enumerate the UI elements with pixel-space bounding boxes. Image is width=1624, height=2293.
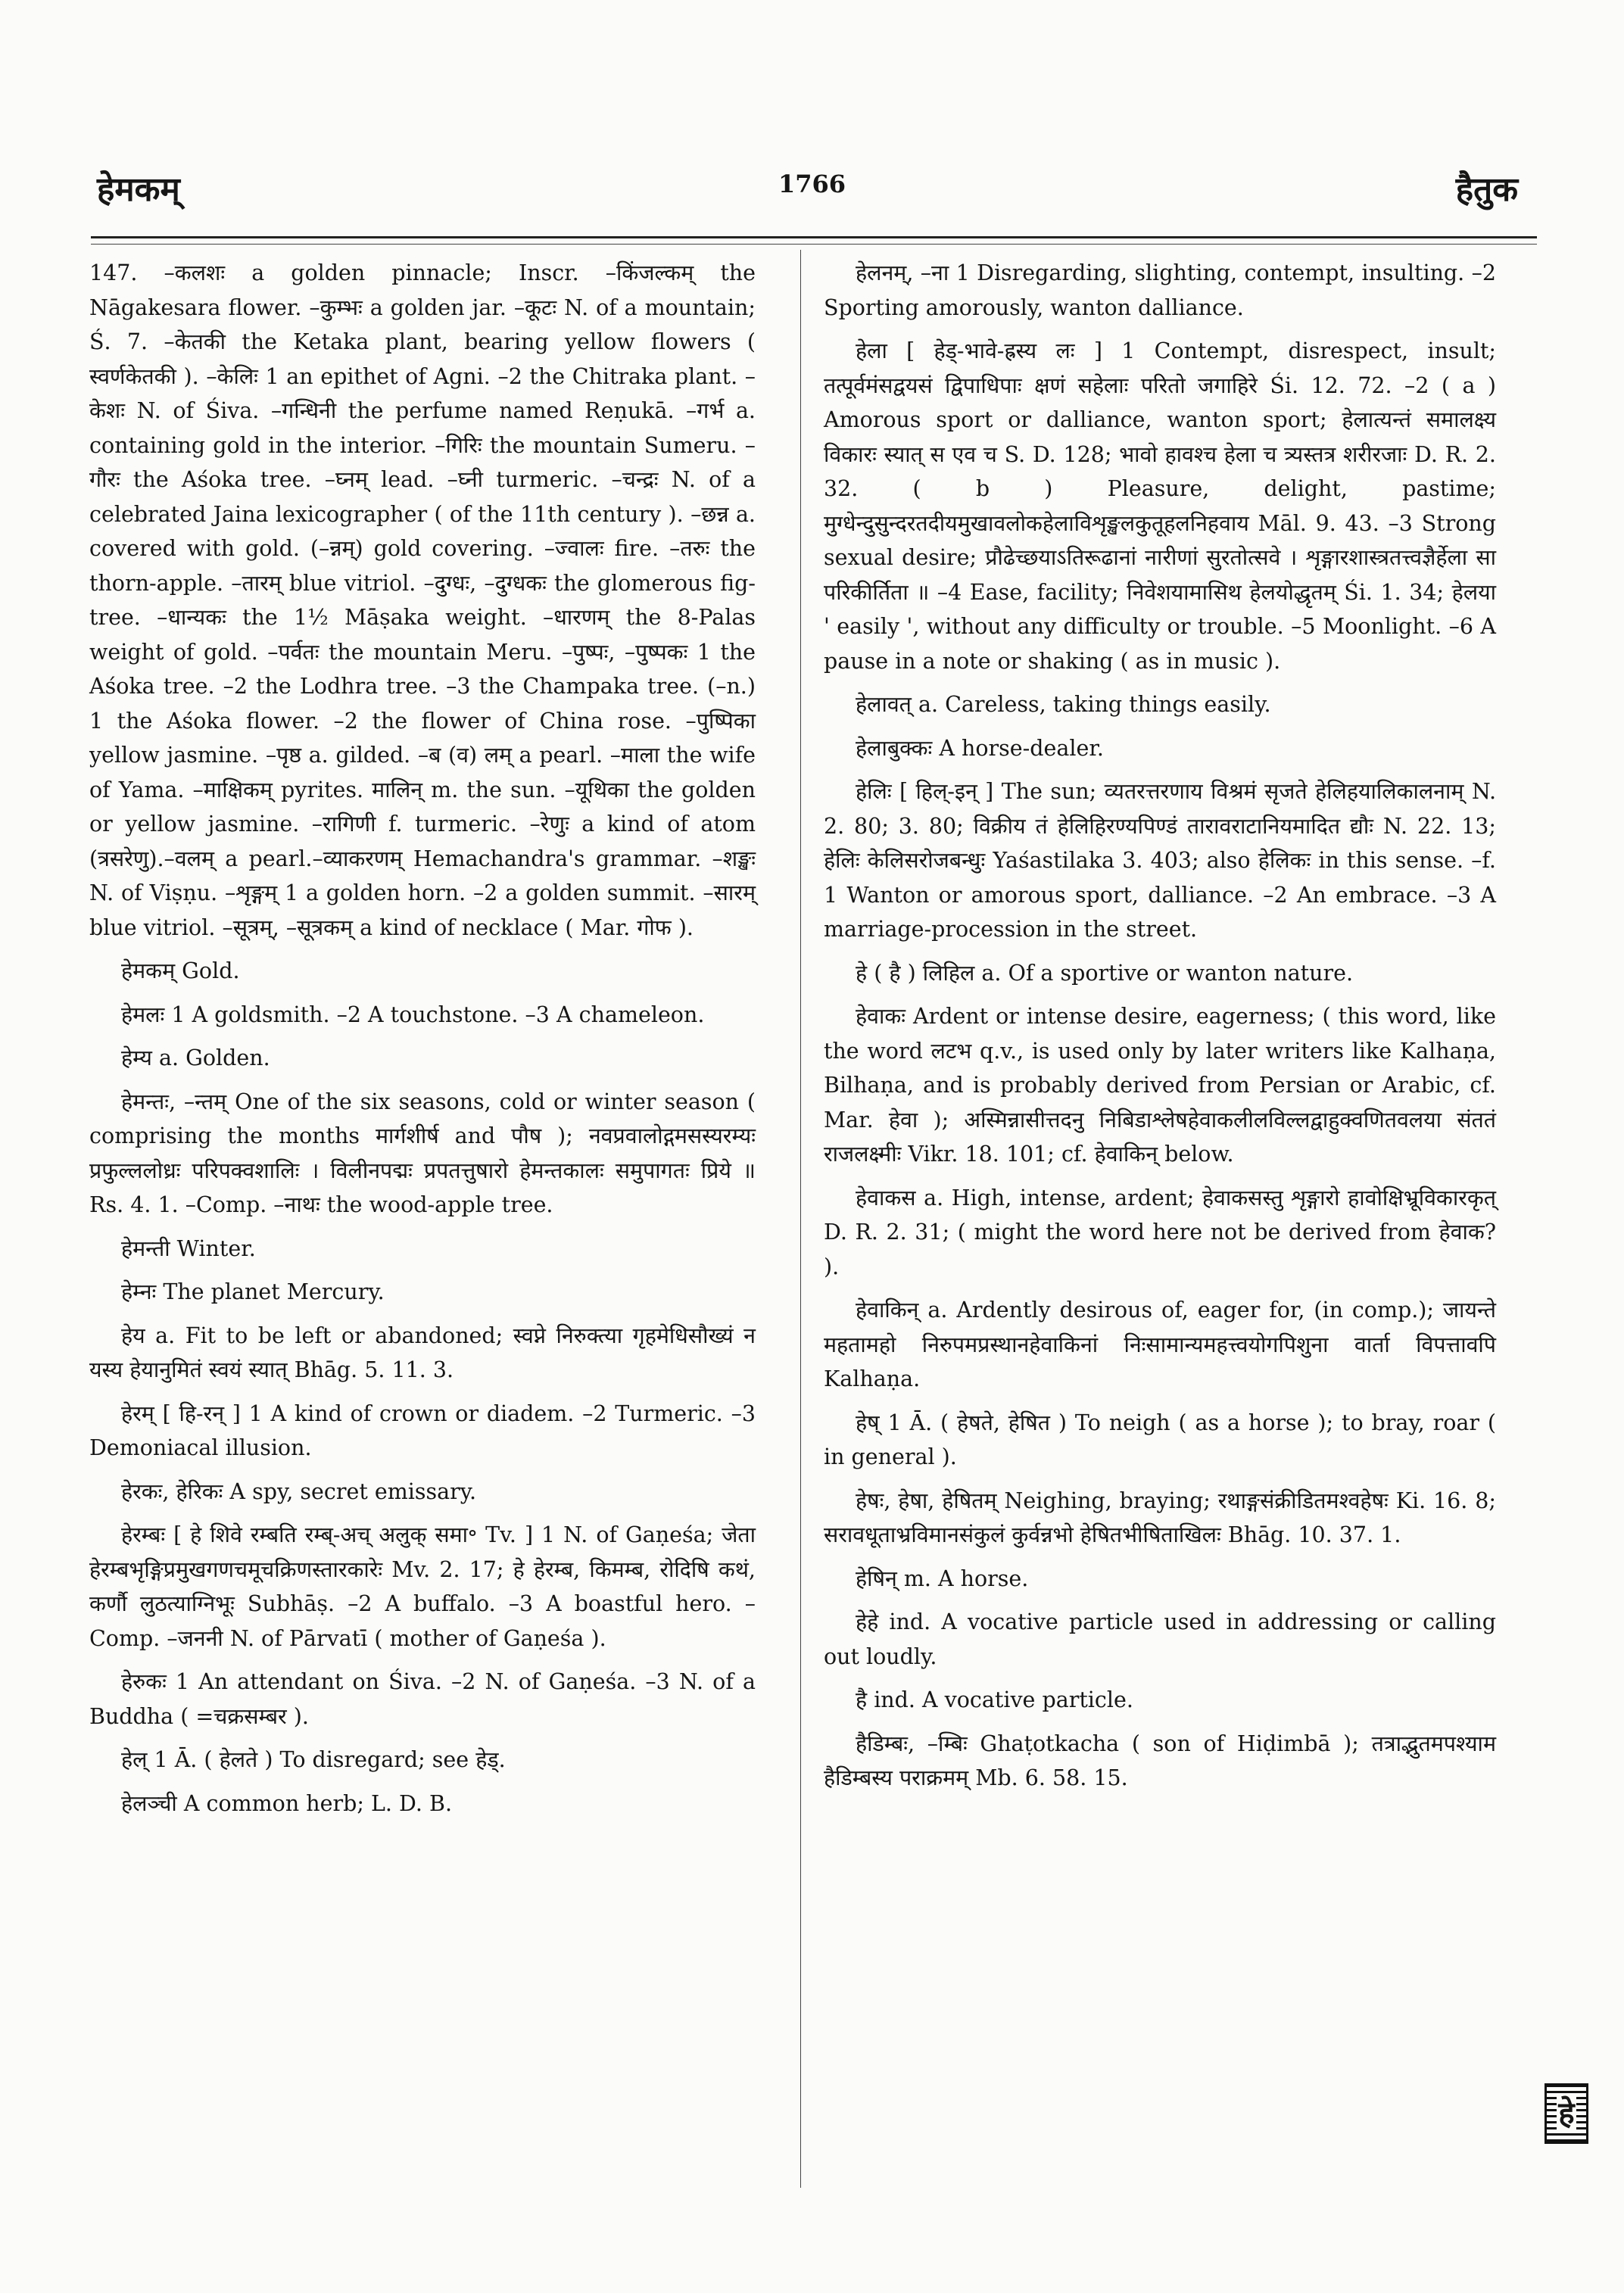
page-number: 1766 bbox=[778, 170, 846, 198]
dictionary-entry: हे ( है ) लिहिल a. Of a sportive or wanton nature. bbox=[856, 960, 1354, 986]
dictionary-entry: हेहे ind. A vocative particle used in addressing or calling out loudly. bbox=[824, 1609, 1496, 1669]
dictionary-entry: हेय a. Fit to be left or abandoned; स्वप्ने निरुक्त्या गृहमेधिसौख्यं न यस्य हेयानुमितं स्वयं स्यात् Bhāg. 5. 11. 3. bbox=[89, 1323, 756, 1382]
dictionary-entry: हेरम्बः [ हे शिवे रम्बति रम्ब्-अच् अलुक् समा॰ Tv. ] 1 N. of Gaṇeśa; जेता हेरम्बभृङ्गिप्रमुखगणचमूचक्रिणस्तारकारेः Mv. 2. 17; हे हेरम्ब, किमम्ब, रोदिषि कथं, कर्णौ लुठत्याग्निभूः Subhāṣ. –2 A buffalo. –3 A boastful hero. –Comp. –जननी N. of Pārvatī ( mother of Gaṇeśa ). bbox=[89, 1522, 756, 1651]
dictionary-entry: हेला [ हेड्-भावे-ह्रस्य लः ] 1 Contempt, disrespect, insult; तत्पूर्वमंसद्वयसं द्विपाधिपाः क्षणं सहेलाः परितो जगाहिरे Śi. 12. 72. –2 ( a ) Amorous sport or dalliance, wanton sport; हेलात्यन्तं समालक्ष्य विकारः स्यात् स एव च S. D. 128; भावो हावश्च हेला च त्र्यस्तत्र शरीरजाः D. R. 2. 32. ( b ) Pleasure, delight, pastime; मुग्धेन्दुसुन्दरतदीयमुखावलोकहेलाविशृङ्खलकुतूहलनिहवाय Māl. 9. 43. –3 Strong sexual desire; प्रौढेच्छयाऽतिरूढानां नारीणां सुरतोत्सवे । शृङ्गारशास्त्रतत्त्वज्ञैर्हेला सा परिकीर्तिता ॥ –4 Ease, facility; निवेशयामासिथ हेलयोद्धृतम् Śi. 1. 34; हेलया ' easily ', without any difficulty or trouble. –5 Moonlight. –6 A pause in a note or shaking ( as in music ). bbox=[824, 338, 1496, 674]
dictionary-entry: हेरम् [ हि-रन् ] 1 A kind of crown or diadem. –2 Turmeric. –3 Demoniacal illusion. bbox=[89, 1400, 756, 1460]
dictionary-entry: 147. –कलशः a golden pinnacle; Inscr. –किंजल्कम् the Nāgakesara flower. –कुम्भः a golden jar. –कूटः N. of a mountain; Ś. 7. –केतकी the Ketaka plant, bearing yellow flowers ( स्वर्णकेतकी ). –केलिः 1 an epithet of Agni. –2 the Chitraka plant. –केशः N. of Śiva. –गन्धिनी the perfume named Reṇukā. –गर्भ a. containing gold in the interior. –गिरिः the mountain Sumeru. –गौरः the Aśoka tree. –घ्नम् lead. –घ्नी turmeric. –चन्द्रः N. of a celebrated Jaina lexicographer ( of the 11th century ). –छन्न a. covered with gold. (–न्नम्) gold covering. –ज्वालः fire. –तरुः the thorn-apple. –तारम् blue vitriol. –दुग्धः, –दुग्धकः the glomerous fig-tree. –धान्यकः the 1½ Māṣaka weight. –धारणम् the 8-Palas weight of gold. –पर्वतः the mountain Meru. –पुष्पः, –पुष्पकः 1 the Aśoka tree. –2 the Lodhra tree. –3 the Champaka tree. (–n.) 1 the Aśoka flower. –2 the flower of China rose. –पुष्पिका yellow jasmine. –पृष्ठ a. gilded. –ब (व) लम् a pearl. –माला the wife of Yama. –माक्षिकम् pyrites. मालिन् m. the sun. –यूथिका the golden or yellow jasmine. –रागिणी f. turmeric. –रेणुः a kind of atom (त्रसरेणु).–वलम् a pearl.–व्याकरणम् Hemachandra's grammar. –शङ्खः N. of Viṣṇu. –शृङ्गम् 1 a golden horn. –2 a golden summit. –सारम् blue vitriol. –सूत्रम्, –सूत्रकम् a kind of necklace ( Mar. गोफ ). bbox=[89, 260, 756, 940]
right-column bbox=[824, 256, 1496, 1805]
dictionary-entry: हेवाकः Ardent or intense desire, eagerness; ( this word, like the word लटभ q.v., is used only by later writers like Kalhaṇa, Bilhaṇa, and is probably derived from Persian or Arabic, cf. Mar. हेवा ); अस्मिन्नासीत्तदनु निबिडाश्लेषहेवाकलीलविल्लद्वाहुक्वणितवलया संततं राजलक्ष्मीः Vikr. 18. 101; cf. हेवाकिन् below. bbox=[824, 1004, 1496, 1167]
left-column bbox=[89, 256, 756, 1830]
dictionary-entry: हेमन्ती Winter. bbox=[121, 1235, 256, 1261]
dictionary-entry: हेरुकः 1 An attendant on Śiva. –2 N. of Gaṇeśa. –3 N. of a Buddha ( =चक्रसम्बर ). bbox=[89, 1669, 756, 1729]
dictionary-entry: हेमलः 1 A goldsmith. –2 A touchstone. –3 A chameleon. bbox=[121, 1002, 705, 1027]
dictionary-entry: हेलञ्ची A common herb; L. D. B. bbox=[121, 1790, 453, 1816]
column-divider bbox=[800, 250, 801, 2188]
dictionary-entry: हेमकम् Gold. bbox=[121, 958, 240, 983]
dictionary-entry: हेषिन् m. A horse. bbox=[856, 1566, 1029, 1591]
thumb-index-tab bbox=[1545, 2083, 1588, 2144]
dictionary-entry: हेल् 1 Ā. ( हेलते ) To disregard; see हेड्. bbox=[121, 1747, 506, 1772]
dictionary-entry: हेवाकस a. High, intense, ardent; हेवाकसस्तु शृङ्गारो हावोक्षिभ्रूविकारकृत् D. R. 2. 31; ( might the word here not be derived from हेवाक? ). bbox=[824, 1185, 1496, 1279]
dictionary-entry: हेमन्तः, –न्तम् One of the six seasons, cold or winter season ( comprising the months मार्गशीर्ष and पौष ); नवप्रवालोद्गमसस्यरम्यः प्रफुल्ललोध्रः परिपक्वशालिः । विलीनपद्मः प्रपतत्तुषारो हेमन्तकालः समुपागतः प्रिये ॥ Rs. 4. 1. –Comp. –नाथः the wood-apple tree. bbox=[89, 1089, 756, 1217]
header-rule-thick bbox=[91, 236, 1537, 238]
dictionary-entry: हेलाबुक्कः A horse-dealer. bbox=[856, 735, 1104, 761]
header-left-guideword: हेमकम् bbox=[97, 170, 180, 209]
dictionary-entry: हेलनम्, –ना 1 Disregarding, slighting, contempt, insulting. –2 Sporting amorously, wanton dalliance. bbox=[824, 260, 1496, 320]
header-rule-thin bbox=[91, 244, 1537, 245]
dictionary-entry: हेष् 1 Ā. ( हेषते, हेषित ) To neigh ( as a horse ); to bray, roar ( in general ). bbox=[824, 1410, 1496, 1469]
header-right-guideword: हैतुक bbox=[1455, 170, 1518, 209]
dictionary-entry: हेलावत् a. Careless, taking things easily. bbox=[856, 692, 1271, 717]
thumb-index-label: हे bbox=[1558, 2095, 1575, 2131]
dictionary-entry: हेषः, हेषा, हेषितम् Neighing, braying; रथाङ्गसंक्रीडितमश्वहेषः Ki. 16. 8; सरावधूताभ्रविमानसंकुलं कुर्वन्नभो हेषितभीषिताखिलः Bhāg. 10. 37. 1. bbox=[824, 1488, 1496, 1547]
page-header bbox=[91, 165, 1533, 233]
dictionary-entry: है ind. A vocative particle. bbox=[856, 1687, 1133, 1712]
dictionary-entry: हेम्य a. Golden. bbox=[121, 1045, 270, 1070]
dictionary-entry: हेम्नः The planet Mercury. bbox=[121, 1279, 385, 1304]
dictionary-entry: हेरकः, हेरिकः A spy, secret emissary. bbox=[121, 1478, 477, 1504]
dictionary-entry: हेलिः [ हिल्-इन् ] The sun; व्यतरत्तरणाय विश्रमं सृजते हेलिहयालिकालनाम् N. 2. 80; 3. 80; विक्रीय तं हेलिहिरण्यपिण्डं तारावराटानियमादित द्यौः N. 22. 13; हेलिः केलिसरोजबन्धुः Yaśastilaka 3. 403; also हेलिकः in this sense. –f. 1 Wanton or amorous sport, dalliance. –2 An embrace. –3 A marriage-procession in the street. bbox=[824, 779, 1496, 942]
dictionary-entry: हेवाकिन् a. Ardently desirous of, eager for, (in comp.); जायन्ते महतामहो निरुपमप्रस्थानहेवाकिनां निःसामान्यमहत्त्वयोगपिशुना वार्ता विपत्तावपि Kalhaṇa. bbox=[824, 1298, 1496, 1391]
dictionary-entry: हैडिम्बः, –म्बिः Ghaṭotkacha ( son of Hiḍimbā ); तत्राद्भुतमपश्याम हैडिम्बस्य पराक्रमम् Mb. 6. 58. 15. bbox=[824, 1731, 1496, 1790]
